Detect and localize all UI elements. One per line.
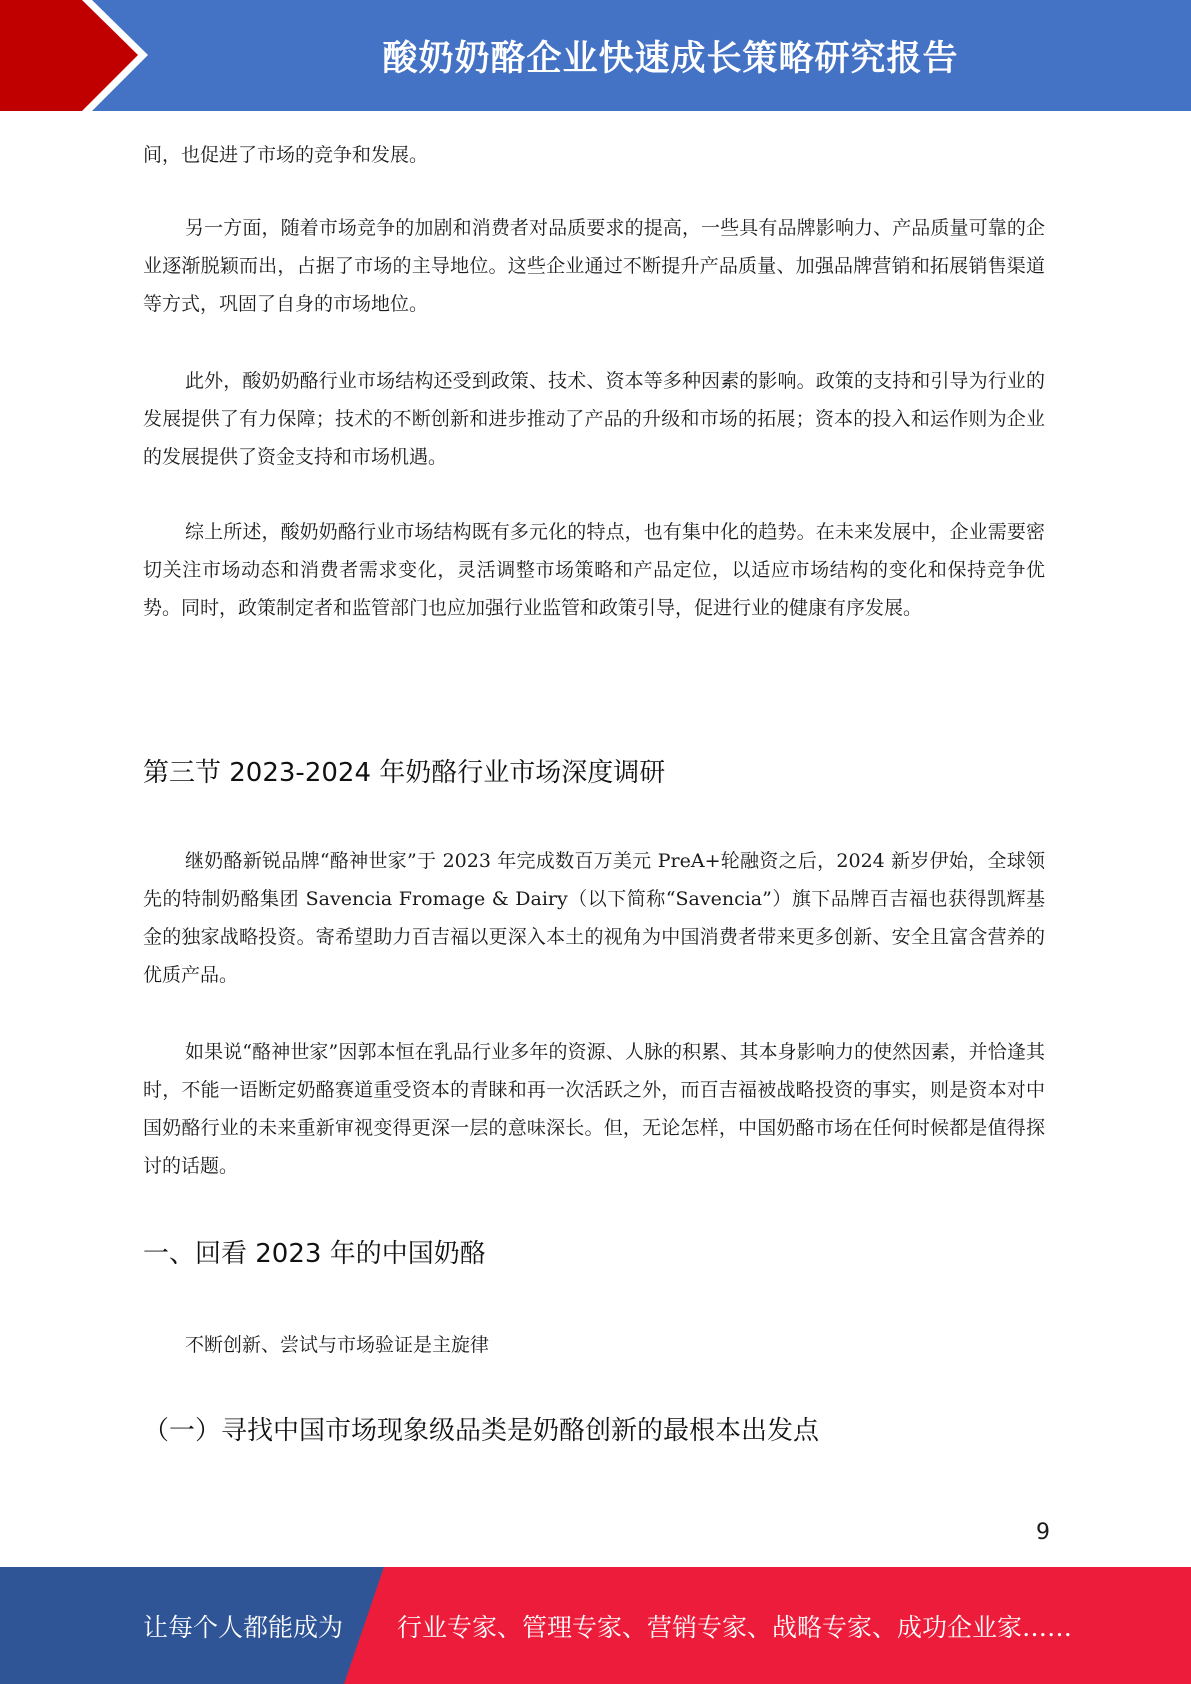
paragraph-5: 继奶酪新锐品牌“酪神世家”于 2023 年完成数百万美元 PreA+轮融资之后，2024 新岁伊始，全球领先的特制奶酪集团 Savencia Fromage & Dairy（以下简称“Savencia”）旗下品牌百吉福也获得凯辉基金的独家战略投资。寄希望助力百吉福以更深入本土的视角为中国消费者带来更多创新、安全且富含营养的优质产品。 [143, 850, 1045, 986]
paragraph-7: 不断创新、尝试与市场验证是主旋律 [185, 1334, 490, 1356]
page-number: 9 [1036, 1520, 1050, 1545]
paragraph-6: 如果说“酪神世家”因郭本恒在乳品行业多年的资源、人脉的积累、其本身影响力的使然因素，并恰逢其时，不能一语断定奶酪赛道重受资本的青睐和再一次活跃之外，而百吉福被战略投资的事实，则是资本对中国奶酪行业的未来重新审视变得更深一层的意味深长。但，无论怎样，中国奶酪市场在任何时候都是值得探讨的话题。 [143, 1041, 1045, 1177]
section-heading: 第三节 2023-2024 年奶酪行业市场深度调研 [143, 758, 666, 788]
footer-slogan-left: 让每个人都能成为 [143, 1612, 344, 1642]
page-header [0, 0, 1191, 111]
paragraph-3: 此外，酸奶奶酪行业市场结构还受到政策、技术、资本等多种因素的影响。政策的支持和引导为行业的发展提供了有力保障；技术的不断创新和进步推动了产品的升级和市场的拓展；资本的投入和运作则为企业的发展提供了资金支持和市场机遇。 [143, 370, 1045, 468]
paragraph-4: 综上所述，酸奶奶酪行业市场结构既有多元化的特点，也有集中化的趋势。在未来发展中，企业需要密切关注市场动态和消费者需求变化，灵活调整市场策略和产品定位，以适应市场结构的变化和保持竞争优势。同时，政策制定者和监管部门也应加强行业监管和政策引导，促进行业的健康有序发展。 [143, 521, 1045, 619]
page-footer [0, 1567, 1191, 1684]
subheading-2: （一）寻找中国市场现象级品类是奶酪创新的最根本出发点 [143, 1416, 820, 1446]
report-title: 酸奶奶酪企业快速成长策略研究报告 [382, 38, 959, 79]
subheading-1: 一、回看 2023 年的中国奶酪 [143, 1239, 486, 1269]
paragraph-2: 另一方面，随着市场竞争的加剧和消费者对品质要求的提高，一些具有品牌影响力、产品质量可靠的企业逐渐脱颖而出，占据了市场的主导地位。这些企业通过不断提升产品质量、加强品牌营销和拓展销售渠道等方式，巩固了自身的市场地位。 [143, 217, 1045, 315]
footer-slogan-right: 行业专家、管理专家、营销专家、战略专家、成功企业家…… [397, 1612, 1073, 1642]
paragraph-1: 间，也促进了市场的竞争和发展。 [143, 144, 429, 166]
